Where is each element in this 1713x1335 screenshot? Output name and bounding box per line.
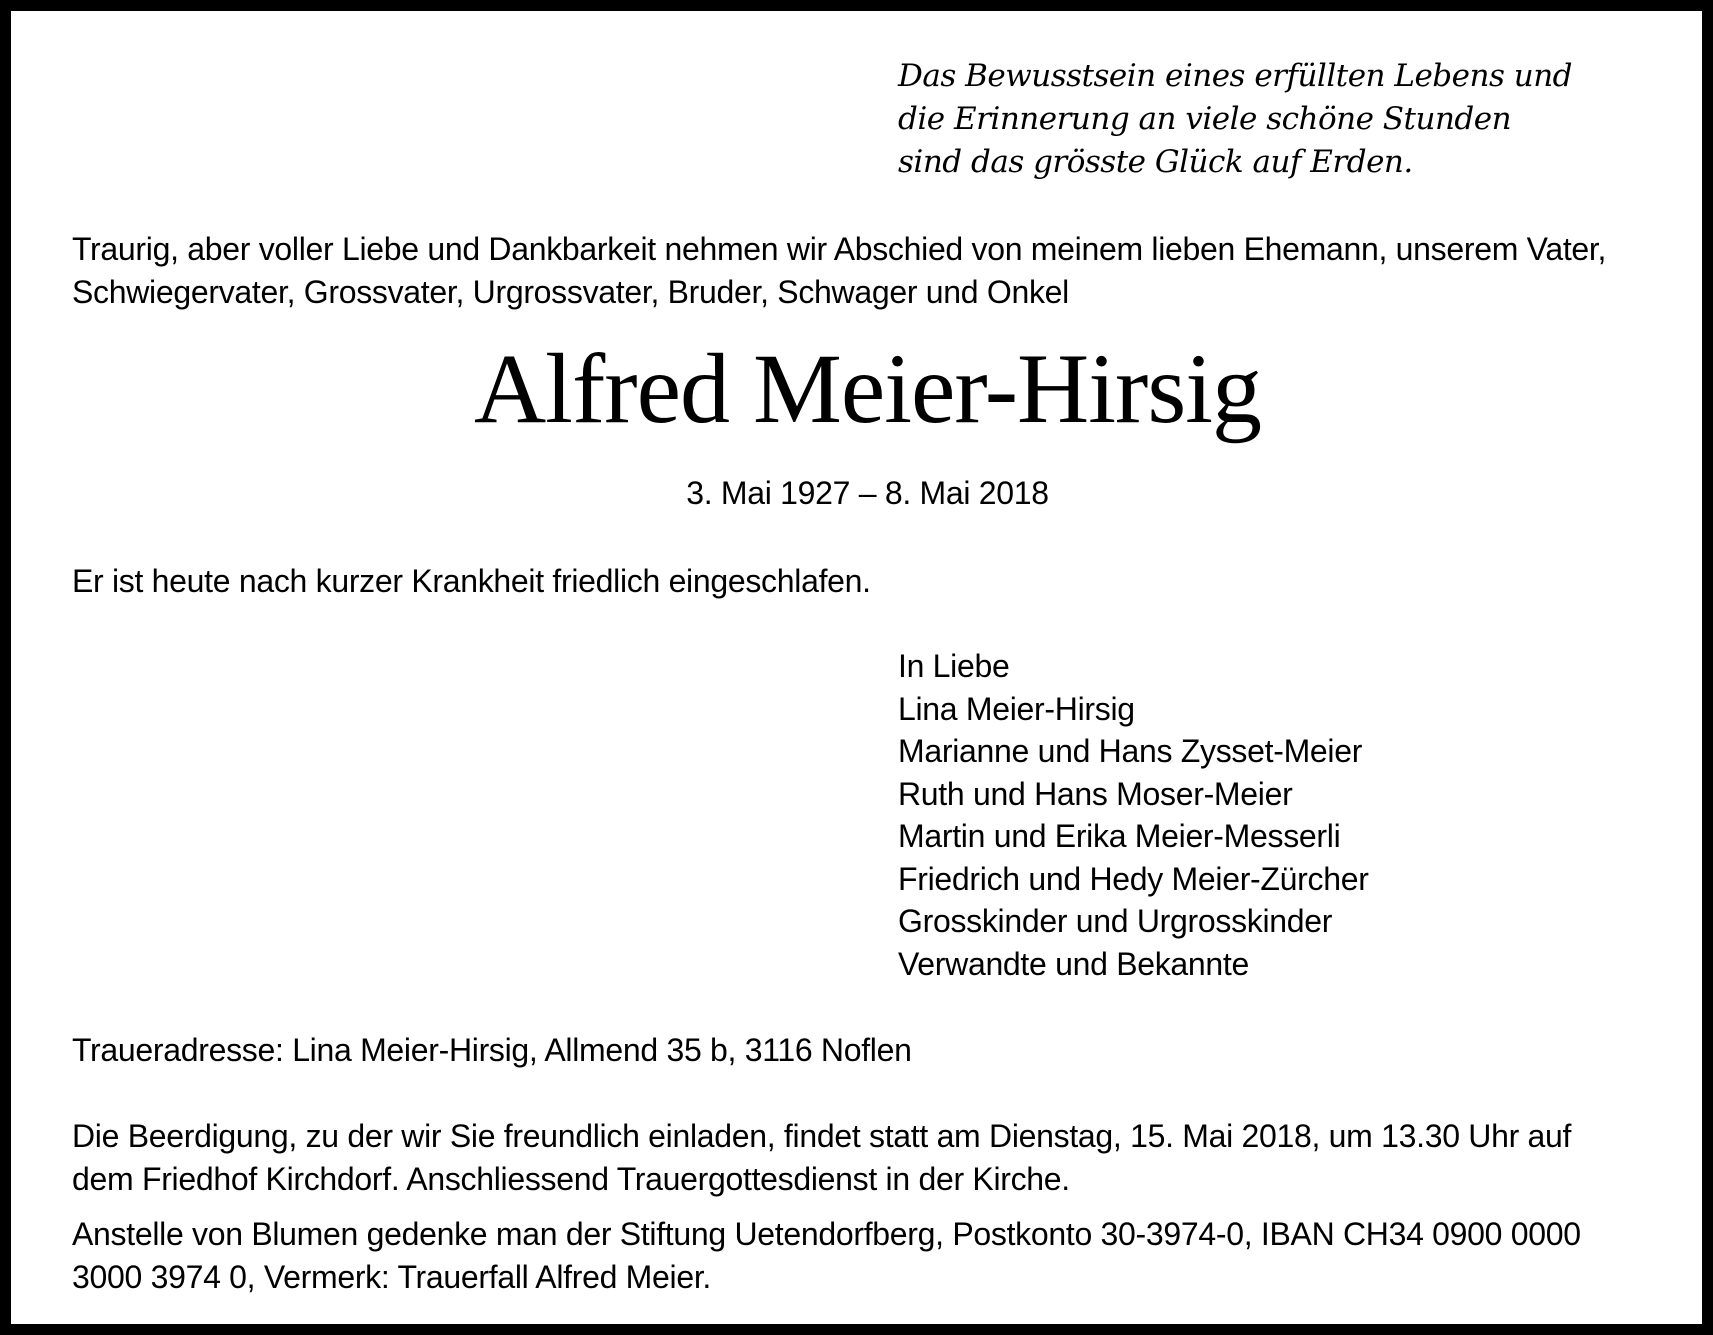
- mourner-line: Martin und Erika Meier-Messerli: [898, 818, 1341, 854]
- mourner-line: Verwandte und Bekannte: [898, 945, 1250, 982]
- motto-line: sind das grösste Glück auf Erden.: [898, 144, 1413, 180]
- funeral-line: dem Friedhof Kirchdorf. Anschliessend Trauergottesdienst in der Kirche.: [72, 1161, 1070, 1197]
- life-dates: 3. Mai 1927 – 8. Mai 2018: [686, 475, 1049, 511]
- mourner-line: Grosskinder und Urgrosskinder: [898, 903, 1333, 939]
- intro-paragraph: [72, 228, 1672, 314]
- donation-line: Anstelle von Blumen gedenke man der Stiftung Uetendorfberg, Postkonto 30-3974-0, IBAN CH34 0900 0000: [72, 1216, 1581, 1252]
- mourner-line: Ruth und Hans Moser-Meier: [898, 775, 1293, 812]
- funeral-details: [72, 1115, 1672, 1201]
- motto-quote: [898, 55, 1658, 184]
- intro-line: Schwiegervater, Grossvater, Urgrossvater, Bruder, Schwager und Onkel: [72, 274, 1069, 310]
- motto-line: die Erinnerung an viele schöne Stunden: [898, 101, 1512, 137]
- mourner-line: In Liebe: [898, 648, 1010, 684]
- donation-note: [72, 1213, 1672, 1299]
- intro-line: Traurig, aber voller Liebe und Dankbarkeit nehmen wir Abschied von meinem lieben Ehemann, unserem Vater,: [72, 231, 1607, 267]
- mourners-list: [898, 645, 1369, 985]
- deceased-name: Alfred Meier-Hirsig: [473, 333, 1262, 444]
- donation-line: 3000 3974 0, Vermerk: Trauerfall Alfred Meier.: [72, 1259, 711, 1295]
- passing-note: Er ist heute nach kurzer Krankheit friedlich eingeschlafen.: [72, 563, 871, 599]
- mourner-line: Lina Meier-Hirsig: [898, 690, 1135, 727]
- motto-line: Das Bewusstsein eines erfüllten Lebens und: [898, 58, 1573, 94]
- mourner-line: Friedrich und Hedy Meier-Zürcher: [898, 860, 1369, 897]
- mourning-address: Traueradresse: Lina Meier-Hirsig, Allmend 35 b, 3116 Noflen: [72, 1032, 912, 1068]
- mourner-line: Marianne und Hans Zysset-Meier: [898, 733, 1363, 769]
- funeral-line: Die Beerdigung, zu der wir Sie freundlich einladen, findet statt am Dienstag, 15. Mai 2018, um 13.30 Uhr auf: [72, 1118, 1572, 1154]
